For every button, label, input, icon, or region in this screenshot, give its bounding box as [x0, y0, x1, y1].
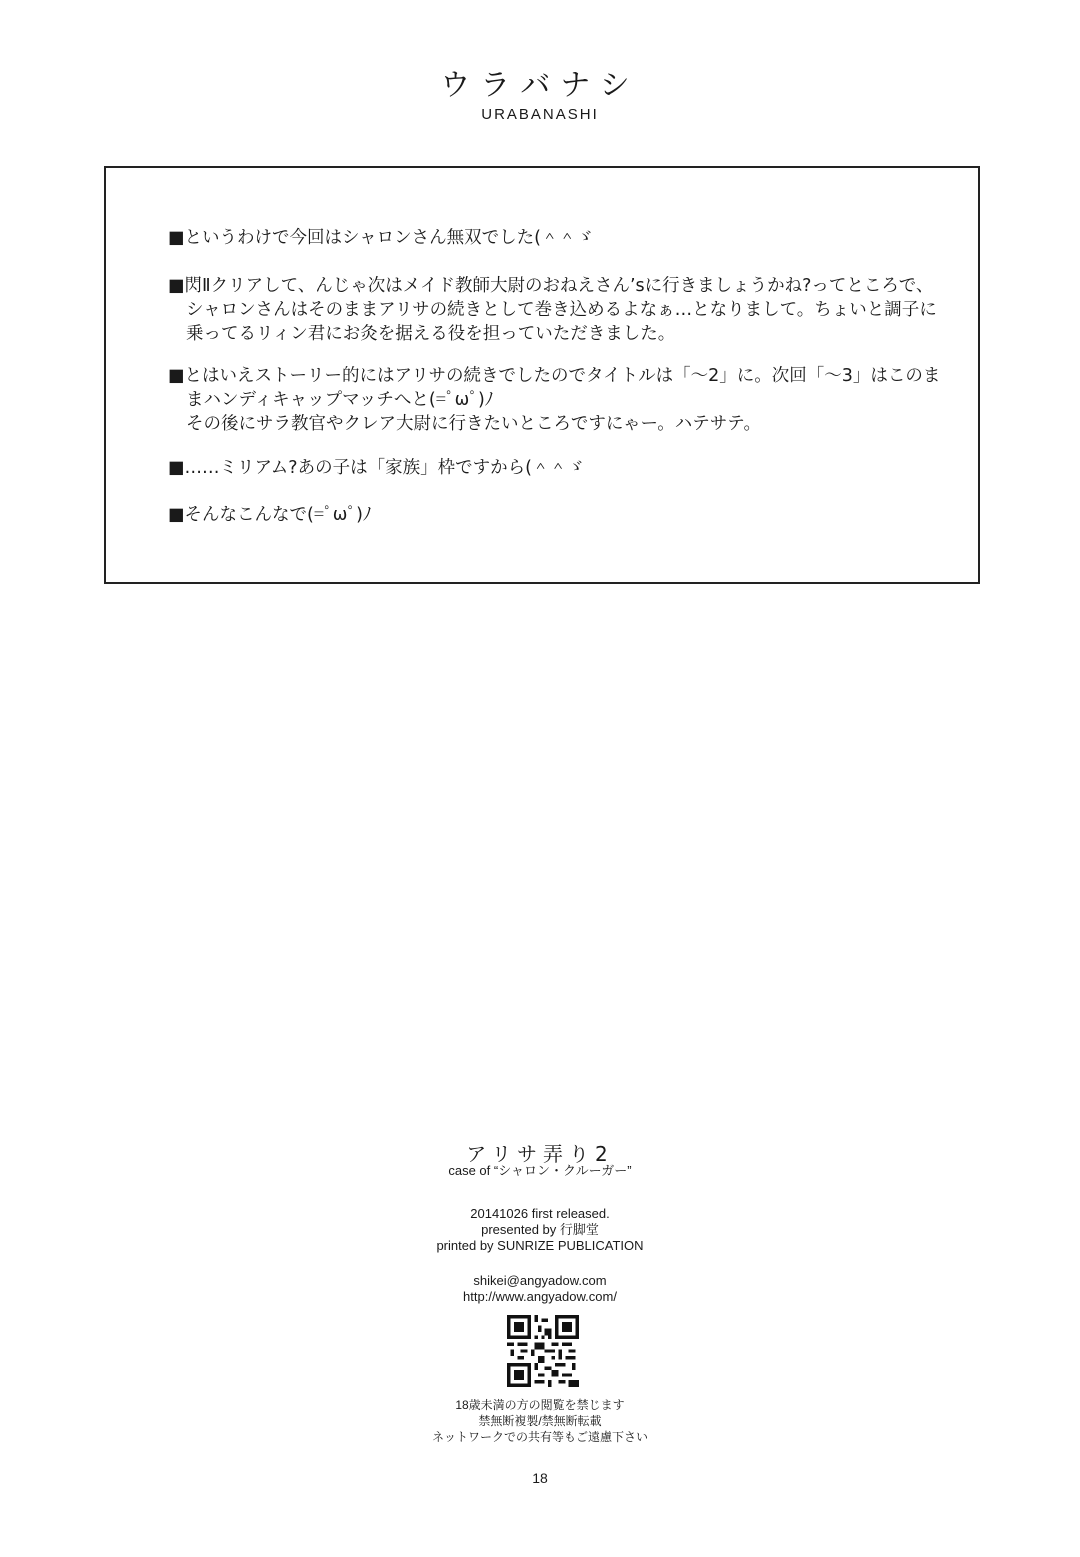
note-line: ■閃Ⅱクリアして、んじゃ次はメイド教師大尉のおねえさん’sに行きましょうかね?ってところで、 [168, 276, 934, 296]
note-line: その後にサラ教官やクレア大尉に行きたいところですにゃー。ハテサテ。 [186, 414, 762, 434]
note-paragraph-5 [168, 503, 928, 527]
website-url: http://www.angyadow.com/ [463, 1289, 617, 1304]
page-header [0, 68, 1080, 123]
contact-info [0, 1273, 1080, 1305]
copy-notice: 禁無断複製/禁無断転載 [478, 1414, 602, 1428]
note-line: シャロンさんはそのままアリサの続きとして巻き込めるよなぁ…となりまして。ちょいと調子に [186, 300, 937, 320]
header-subtitle: URABANASHI [481, 106, 599, 123]
legal-notice [0, 1397, 1080, 1445]
note-paragraph-4 [168, 456, 928, 480]
note-line: ■というわけで今回はシャロンさん無双でした(＾＾ゞ [168, 228, 594, 248]
share-notice: ネットワークでの共有等もご遠慮下さい [431, 1430, 648, 1444]
printed-by: printed by SUNRIZE PUBLICATION [436, 1238, 644, 1253]
header-title: ウラバナシ [440, 68, 640, 103]
note-line: ■とはいえストーリー的にはアリサの続きでしたのでタイトルは「～2」に。次回「～3」はこのま [168, 366, 941, 386]
qr-code-icon [507, 1315, 579, 1387]
page-number: 18 [532, 1470, 548, 1486]
presented-by: presented by 行脚堂 [481, 1222, 599, 1237]
age-notice: 18歳未満の方の閲覧を禁じます [455, 1398, 625, 1412]
note-line: 乗ってるリィン君にお灸を据える役を担っていただきました。 [186, 324, 676, 344]
notes-box [104, 166, 980, 584]
release-info [0, 1206, 1080, 1254]
email-address: shikei@angyadow.com [473, 1273, 607, 1288]
book-title: アリサ弄り2 [466, 1142, 614, 1166]
note-line: ■……ミリアム?あの子は「家族」枠ですから(＾＾ゞ [168, 458, 585, 478]
note-paragraph-1 [168, 226, 928, 250]
note-paragraph-2 [168, 274, 937, 346]
note-line: まハンディキャップマッチへと(=ﾟωﾟ)ﾉ [186, 390, 494, 410]
note-paragraph-3 [168, 364, 941, 436]
case-line: case of “シャロン・クルーガー” [448, 1163, 632, 1178]
note-line: ■そんなこんなで(=ﾟωﾟ)ﾉ [168, 505, 372, 525]
release-date: 20141026 first released. [470, 1206, 610, 1221]
